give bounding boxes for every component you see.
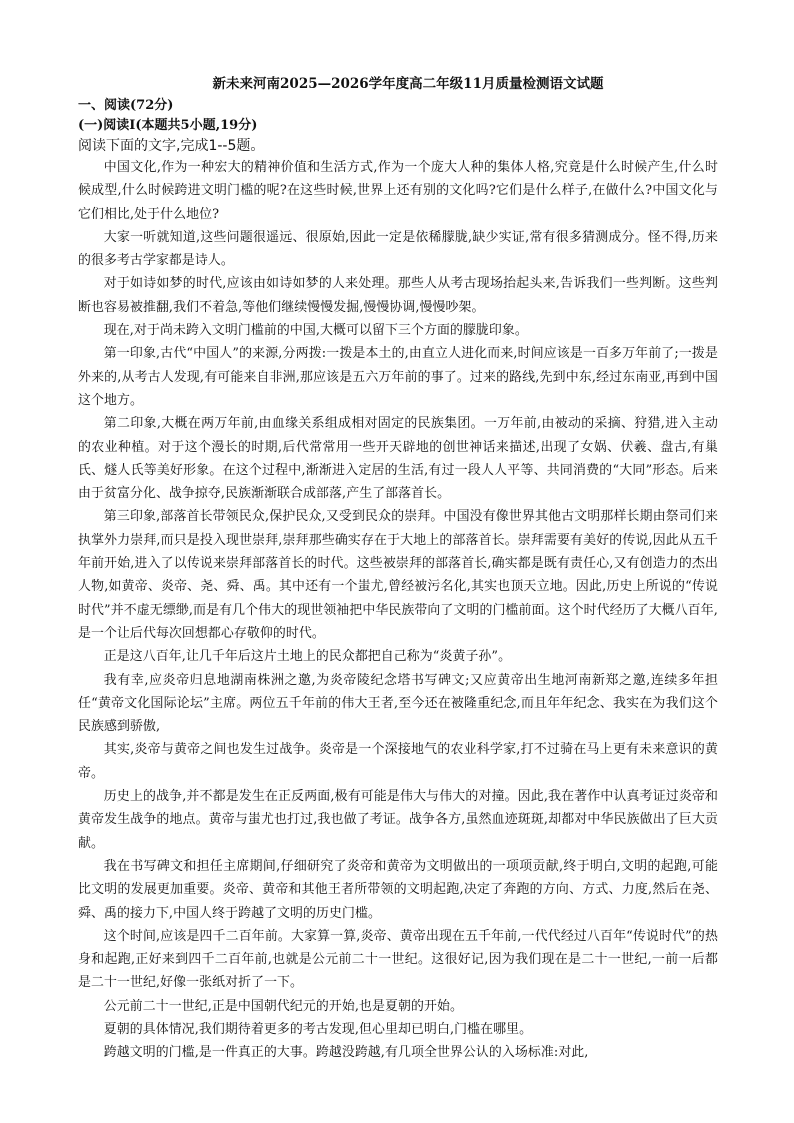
paragraph: 其实,炎帝与黄帝之间也发生过战争。炎帝是一个深接地气的农业科学家,打不过骑在马上更有未来意识的黄帝。 — [78, 742, 718, 781]
section-heading: 一、阅读(72分) — [78, 98, 174, 113]
paragraph: 历史上的战争,并不都是发生在正反两面,极有可能是伟大与伟大的对撞。因此,我在著作中认真考证过炎帝和黄帝发生战争的地点。黄帝与蚩尤也打过,我也做了考证。战争各方,虽然血迹斑斑,却都对中华民族做出了巨大贡献。 — [78, 789, 718, 851]
paragraph: 正是这八百年,让几千年后这片土地上的民众都把自己称为“炎黄子孙”。 — [103, 649, 512, 665]
paragraph: 对于如诗如梦的时代,应该由如诗如梦的人来处理。那些人从考古现场抬起头来,告诉我们一些判断。这些判断也容易被推翻,我们不着急,等他们继续慢慢发掘,慢慢协调,慢慢吵架。 — [78, 276, 718, 315]
paragraph: 我有幸,应炎帝归息地湖南株洲之邀,为炎帝陵纪念塔书写碑文;又应黄帝出生地河南新郑之邀,连续多年担任“黄帝文化国际论坛”主席。两位五千年前的伟大王者,至今还在被隆重纪念,而且年年纪念、我实在为我们这个民族感到骄傲, — [78, 672, 718, 735]
paragraph: 第二印象,大概在两万年前,由血缘关系组成相对固定的民族集团。一万年前,由被动的采摘、狩猎,进入主动的农业种植。对于这个漫长的时期,后代常常用一些开天辟地的创世神话来描述,出现了女娲、伏羲、盘古,有巢氏、燧人氏等美好形象。在这个过程中,渐渐进入定居的生活,有过一段人人平等、共同消费的“大同”形态。后来由于贫富分化、战争掠夺,民族渐渐联合成部落,产生了部落首长。 — [78, 416, 718, 502]
paragraph: 第三印象,部落首长带领民众,保护民众,又受到民众的崇拜。中国没有像世界其他古文明那样长期由祭司们来执掌外力崇拜,而只是投入现世崇拜,崇拜那些确实存在于大地上的部落首长。崇拜需要有美好的传说,因此从五千年前开始,进入了以传说来崇拜部落首长的时代。这些被崇拜的部落首长,确实都是既有责任心,又有创造力的杰出人物,如黄帝、炎帝、尧、舜、禹。其中还有一个蚩尤,曾经被污名化,其实也顶天立地。因此,历史上所说的“传说时代”并不虚无缥缈,而是有几个伟大的现世领袖把中华民族带向了文明的门槛前面。这个时代经历了大概八百年,是一个让后代每次回想都心存敬仰的时代。 — [78, 509, 718, 641]
passage-body — [78, 156, 718, 1065]
subsection-heading: (一)阅读Ⅰ(本题共5小题,19分) — [78, 118, 258, 133]
reading-instruction: 阅读下面的文字,完成1--5题。 — [78, 138, 265, 154]
paragraph: 中国文化,作为一种宏大的精神价值和生活方式,作为一个庞大人种的集体人格,究竟是什么时候产生,什么时候成型,什么时候跨进文明门槛的呢?在这些时候,世界上还有别的文化吗?它们是什么样子,在做什么?中国文化与它们相比,处于什么地位? — [78, 160, 718, 222]
paragraph: 跨越文明的门槛,是一件真正的大事。跨越没跨越,有几项全世界公认的入场标准:对此, — [103, 1045, 589, 1061]
paragraph: 第一印象,古代“中国人”的来源,分两拨:一拨是本土的,由直立人进化而来,时间应该是一百多万年前了;一拨是外来的,从考古人发现,有可能来自非洲,那应该是五六万年前的事了。过来的路线,先到中东,经过东南亚,再到中国这个地方。 — [78, 346, 718, 408]
paragraph: 我在书写碑文和担任主席期间,仔细研究了炎帝和黄帝为文明做出的一项项贡献,终于明白,文明的起跑,可能比文明的发展更加重要。炎帝、黄帝和其他王者所带领的文明起跑,决定了奔跑的方向、方式、力度,然后在尧、舜、禹的接力下,中国人终于跨越了文明的历史门槛。 — [78, 858, 718, 921]
document-page — [78, 74, 718, 1065]
paragraph: 现在,对于尚未跨入文明门槛前的中国,大概可以留下三个方面的朦胧印象。 — [103, 323, 528, 339]
page-title: 新未来河南2025—2026学年度高二年级11月质量检测语文试题 — [212, 76, 604, 92]
paragraph: 公元前二十一世纪,正是中国朝代纪元的开始,也是夏朝的开始。 — [103, 998, 463, 1014]
paragraph: 大家一听就知道,这些问题很遥远、很原始,因此一定是依稀朦胧,缺少实证,常有很多猜测成分。怪不得,历来的很多考古学家都是诗人。 — [78, 229, 718, 269]
paragraph: 夏朝的具体情况,我们期待着更多的考古发现,但心里却已明白,门槛在哪里。 — [103, 1021, 533, 1037]
paragraph: 这个时间,应该是四千二百年前。大家算一算,炎帝、黄帝出现在五千年前,一代代经过八百年“传说时代”的热身和起跑,正好来到四千二百年前,也就是公元前二十一世纪。这很好记,因为我们现在是二十一世纪,一前一后都是二十一世纪,好像一张纸对折了一下。 — [78, 928, 718, 991]
